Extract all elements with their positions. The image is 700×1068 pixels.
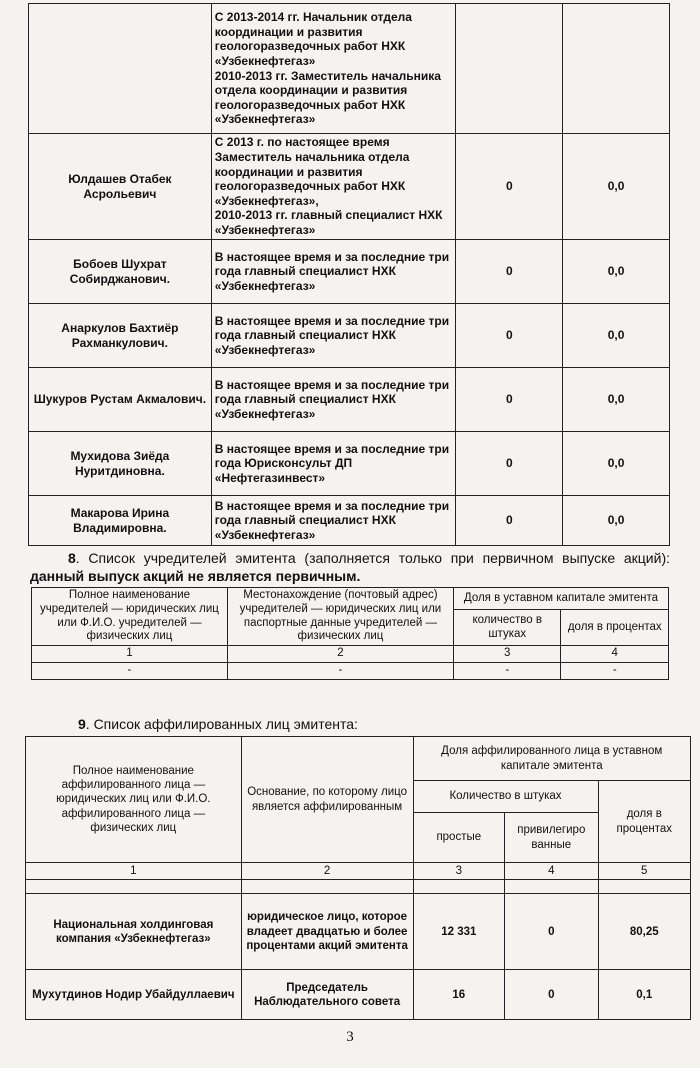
executive-name: Юлдашев Отабек Асрольевич xyxy=(29,134,212,240)
executive-shares xyxy=(456,4,563,134)
founders-header-pct: доля в процентах xyxy=(561,610,669,646)
executive-position: С 2013-2014 гг. Начальник отдела координации и развития геологоразведочных работ НХК «Узбекнефтегаз» 2010-2013 гг. Заместитель начальника отдела координации и развития геологоразведочных работ НХК «Узбекнефтегаз» xyxy=(211,4,456,134)
affiliate-common: 12 331 xyxy=(413,894,505,970)
executive-percent: 0,0 xyxy=(563,134,670,240)
executive-row xyxy=(29,304,670,368)
founders-header-name: Полное наименование учредителей — юридических лиц или Ф.И.О. учредителей — физических лиц xyxy=(32,588,228,646)
affiliate-row xyxy=(26,970,691,1020)
executive-name: Бобоев Шухрат Собирджанович. xyxy=(29,240,212,304)
executive-shares: 0 xyxy=(456,134,563,240)
executive-name xyxy=(29,4,212,134)
founders-cell: - xyxy=(32,662,228,679)
founders-col-number: 1 xyxy=(32,646,228,663)
executive-name: Мухидова Зиёда Нуритдиновна. xyxy=(29,432,212,496)
executive-row xyxy=(29,4,670,134)
executive-shares: 0 xyxy=(456,496,563,546)
founders-cell: - xyxy=(453,662,561,679)
executives-table xyxy=(28,3,670,546)
affiliates-header-common: простые xyxy=(413,813,505,863)
affiliate-preferred: 0 xyxy=(505,970,598,1020)
section-8-note: данный выпуск акций не является первичным. xyxy=(30,568,361,585)
executive-percent: 0,0 xyxy=(563,496,670,546)
affiliates-header-percent: доля в процентах xyxy=(598,781,690,863)
section-8-heading xyxy=(30,549,670,585)
executive-position: С 2013 г. по настоящее время Заместитель начальника отдела координации и развития геологоразведочных работ НХК «Узбекнефтегаз», 2010-2013 гг. главный специалист НХК «Узбекнефтегаз» xyxy=(211,134,456,240)
page-number: 3 xyxy=(346,1029,354,1045)
affiliates-col-number: 4 xyxy=(505,863,598,880)
affiliates-header-name: Полное наименование аффилированного лица — юридических лиц или Ф.И.О. аффилированного лица — физических лиц xyxy=(26,737,242,863)
affiliate-preferred: 0 xyxy=(505,894,598,970)
executive-row xyxy=(29,432,670,496)
affiliates-col-number: 3 xyxy=(413,863,505,880)
executive-percent: 0,0 xyxy=(563,432,670,496)
executive-percent: 0,0 xyxy=(563,304,670,368)
affiliate-name: Национальная холдинговая компания «Узбекнефтегаз» xyxy=(26,894,242,970)
executive-position: В настоящее время и за последние три года главный специалист НХК «Узбекнефтегаз» xyxy=(211,240,456,304)
executive-row xyxy=(29,368,670,432)
founders-col-number: 4 xyxy=(561,646,669,663)
affiliates-col-number: 5 xyxy=(598,863,690,880)
affiliate-percent: 0,1 xyxy=(598,970,690,1020)
founders-row xyxy=(32,662,669,679)
affiliates-table xyxy=(25,736,691,1020)
executive-row xyxy=(29,496,670,546)
affiliates-col-number: 2 xyxy=(241,863,413,880)
executive-shares: 0 xyxy=(456,304,563,368)
affiliates-header-preferred: привилегиро ванные xyxy=(505,813,598,863)
section-9-title: . Список аффилированных лиц эмитента: xyxy=(85,716,358,732)
affiliate-row xyxy=(26,894,691,970)
executive-position: В настоящее время и за последние три года Юрисконсульт ДП «Нефтегазинвест» xyxy=(211,432,456,496)
affiliates-col-number: 1 xyxy=(26,863,242,880)
executive-name: Шукуров Рустам Акмалович. xyxy=(29,368,212,432)
section-9-heading xyxy=(78,716,358,732)
executive-position: В настоящее время и за последние три года главный специалист НХК «Узбекнефтегаз» xyxy=(211,496,456,546)
executive-percent xyxy=(563,4,670,134)
founders-header-qty: количество в штуках xyxy=(453,610,561,646)
founders-header-address: Местонахождение (почтовый адрес) учредителей — юридических лиц или паспортные данные учредителей — физических лиц xyxy=(227,588,453,646)
executive-name: Анаркулов Бахтиёр Рахманкулович. xyxy=(29,304,212,368)
affiliate-percent: 80,25 xyxy=(598,894,690,970)
executive-shares: 0 xyxy=(456,432,563,496)
section-8-number: 8 xyxy=(68,550,76,566)
executive-shares: 0 xyxy=(456,368,563,432)
founders-col-number: 2 xyxy=(227,646,453,663)
affiliates-header-basis: Основание, по которому лицо является аффилированным xyxy=(241,737,413,863)
executive-row xyxy=(29,240,670,304)
affiliates-header-qty: Количество в штуках xyxy=(413,781,598,813)
founders-cell: - xyxy=(561,662,669,679)
executive-name: Макарова Ирина Владимировна. xyxy=(29,496,212,546)
section-9-number: 9 xyxy=(78,716,86,732)
founders-cell: - xyxy=(227,662,453,679)
executive-position: В настоящее время и за последние три года главный специалист НХК «Узбекнефтегаз» xyxy=(211,368,456,432)
affiliate-common: 16 xyxy=(413,970,505,1020)
section-8-title: . Список учредителей эмитента (заполняется только при первичном выпуске акций): xyxy=(75,550,670,566)
executive-position: В настоящее время и за последние три года главный специалист НХК «Узбекнефтегаз» xyxy=(211,304,456,368)
founders-col-number: 3 xyxy=(453,646,561,663)
affiliate-basis: Председатель Наблюдательного совета xyxy=(241,970,413,1020)
affiliates-header-share: Доля аффилированного лица в уставном капитале эмитента xyxy=(413,737,691,781)
affiliates-number-row xyxy=(26,863,691,880)
founders-number-row xyxy=(32,646,669,663)
affiliate-basis: юридическое лицо, которое владеет двадцатью и более процентами акций эмитента xyxy=(241,894,413,970)
executive-shares: 0 xyxy=(456,240,563,304)
executive-percent: 0,0 xyxy=(563,368,670,432)
executive-percent: 0,0 xyxy=(563,240,670,304)
founders-table xyxy=(31,587,669,680)
affiliate-name: Мухутдинов Нодир Убайдуллаевич xyxy=(26,970,242,1020)
founders-header-share: Доля в уставном капитале эмитента xyxy=(453,588,668,610)
executive-row xyxy=(29,134,670,240)
